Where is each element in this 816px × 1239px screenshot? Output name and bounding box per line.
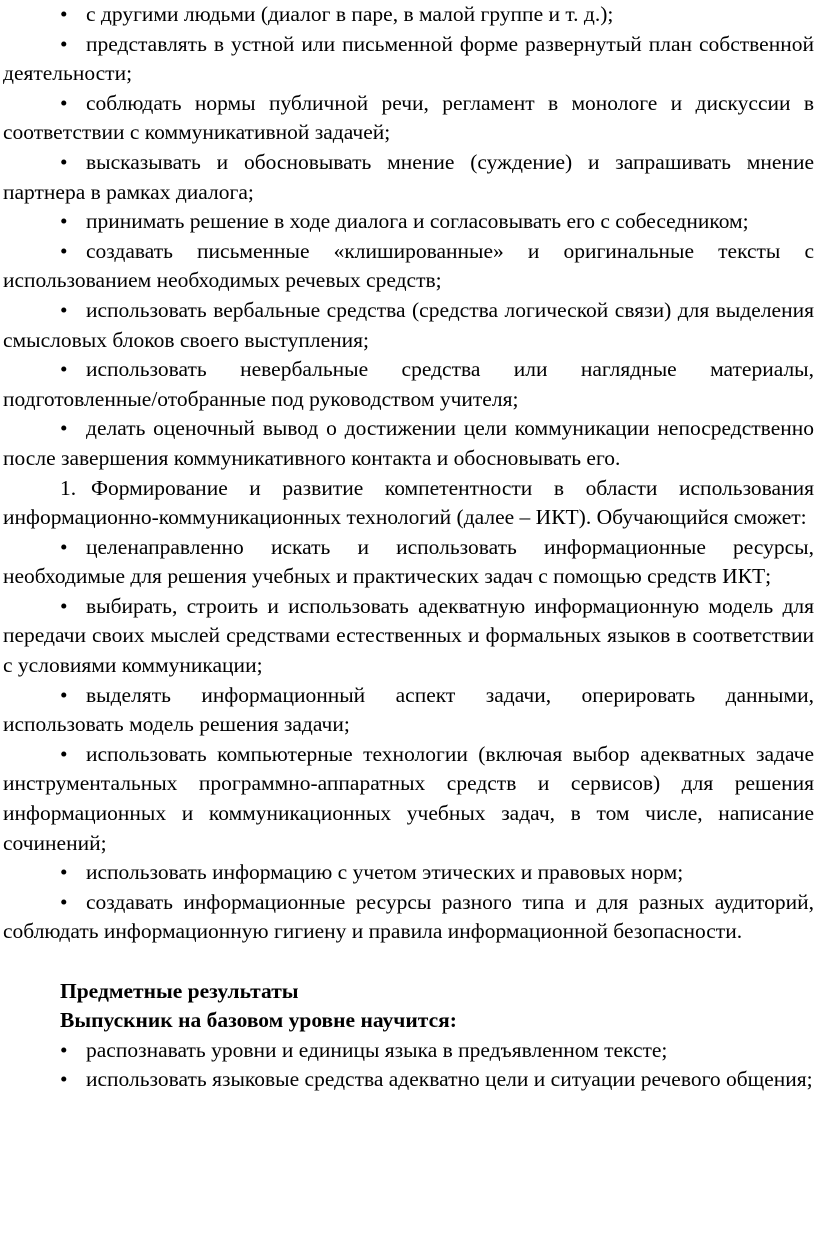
bullet-icon: • bbox=[60, 1067, 68, 1092]
list-item bbox=[3, 888, 814, 947]
bullet-icon: • bbox=[60, 90, 68, 115]
list-item-text: использовать информацию с учетом этических и правовых норм; bbox=[86, 860, 684, 885]
subject-results-heading: Предметные результаты bbox=[60, 978, 299, 1003]
bullet-icon: • bbox=[60, 741, 68, 766]
list-item bbox=[3, 30, 814, 89]
bullet-icon: • bbox=[60, 534, 68, 559]
bullet-icon: • bbox=[60, 416, 68, 441]
list-item bbox=[3, 1065, 814, 1095]
list-item-text: создавать информационные ресурсы разного типа и для разных аудиторий, соблюдать информационную гигиену и правила информационной безопасности. bbox=[3, 889, 814, 944]
blank-line bbox=[3, 947, 814, 977]
communication-skills-list bbox=[3, 0, 814, 474]
section-text: Формирование и развитие компетентности в области использования информационно-коммуникационных технологий (далее – ИКТ). Обучающийся сможет: bbox=[3, 475, 814, 530]
list-item bbox=[3, 414, 814, 473]
bullet-icon: • bbox=[60, 209, 68, 234]
list-item bbox=[3, 89, 814, 148]
list-item-text: создавать письменные «клишированные» и оригинальные тексты с использованием необходимых речевых средств; bbox=[3, 238, 814, 293]
bullet-icon: • bbox=[60, 149, 68, 174]
list-item bbox=[3, 533, 814, 592]
list-item bbox=[3, 355, 814, 414]
bullet-icon: • bbox=[60, 31, 68, 56]
list-item bbox=[3, 0, 814, 30]
list-item-text: распознавать уровни и единицы языка в предъявленном тексте; bbox=[86, 1037, 668, 1062]
list-item bbox=[3, 858, 814, 888]
bullet-icon: • bbox=[60, 238, 68, 263]
bullet-icon: • bbox=[60, 297, 68, 322]
bullet-icon: • bbox=[60, 1037, 68, 1062]
list-item-text: использовать невербальные средства или наглядные материалы, подготовленные/отобранные под руководством учителя; bbox=[3, 357, 814, 411]
list-item-text: соблюдать нормы публичной речи, регламент в монологе и дискуссии в соответствии с коммуникативной задачей; bbox=[3, 90, 814, 145]
list-item bbox=[3, 237, 814, 296]
list-item-text: использовать вербальные средства (средства логической связи) для выделения смысловых блоков своего выступления; bbox=[3, 297, 814, 352]
list-item bbox=[3, 207, 814, 237]
bullet-icon: • bbox=[60, 357, 68, 382]
list-item bbox=[3, 740, 814, 858]
list-item bbox=[3, 296, 814, 355]
ikt-section-paragraph bbox=[3, 474, 814, 533]
section-number: 1. bbox=[60, 475, 77, 500]
list-item-text: делать оценочный вывод о достижении цели коммуникации непосредственно после завершения коммуникативного контакта и обосновывать его. bbox=[3, 416, 814, 470]
list-item-text: принимать решение в ходе диалога и согласовывать его с собеседником; bbox=[86, 209, 749, 234]
list-item bbox=[3, 1036, 814, 1066]
graduate-skills-list bbox=[3, 1036, 814, 1095]
bullet-icon: • bbox=[60, 682, 68, 707]
list-item-text: целенаправленно искать и использовать информационные ресурсы, необходимые для решения учебных и практических задач с помощью средств ИКТ; bbox=[3, 534, 814, 589]
graduate-basic-level-heading: Выпускник на базовом уровне научится: bbox=[60, 1008, 457, 1033]
bullet-icon: • bbox=[60, 593, 68, 618]
list-item-text: использовать компьютерные технологии (включая выбор адекватных задаче инструментальных программно-аппаратных средств и сервисов) для решения информационных и коммуникационных учебных задач, в том числе, написание сочинений; bbox=[3, 741, 814, 855]
list-item-text: выделять информационный аспект задачи, оперировать данными, использовать модель решения задачи; bbox=[3, 682, 814, 737]
list-item bbox=[3, 681, 814, 740]
bullet-icon: • bbox=[60, 2, 68, 26]
list-item bbox=[3, 148, 814, 207]
list-item-text: с другими людьми (диалог в паре, в малой группе и т. д.); bbox=[86, 2, 614, 26]
bullet-icon: • bbox=[60, 889, 68, 914]
list-item-text: высказывать и обосновывать мнение (суждение) и запрашивать мнение партнера в рамках диалога; bbox=[3, 149, 814, 204]
ikt-skills-list bbox=[3, 533, 814, 947]
list-item-text: выбирать, строить и использовать адекватную информационную модель для передачи своих мыслей средствами естественных и формальных языков в соответствии с условиями коммуникации; bbox=[3, 593, 814, 678]
list-item bbox=[3, 592, 814, 681]
list-item-text: представлять в устной или письменной форме развернутый план собственной деятельности; bbox=[3, 31, 814, 86]
list-item-text: использовать языковые средства адекватно цели и ситуации речевого общения; bbox=[86, 1067, 813, 1092]
bullet-icon: • bbox=[60, 860, 68, 885]
